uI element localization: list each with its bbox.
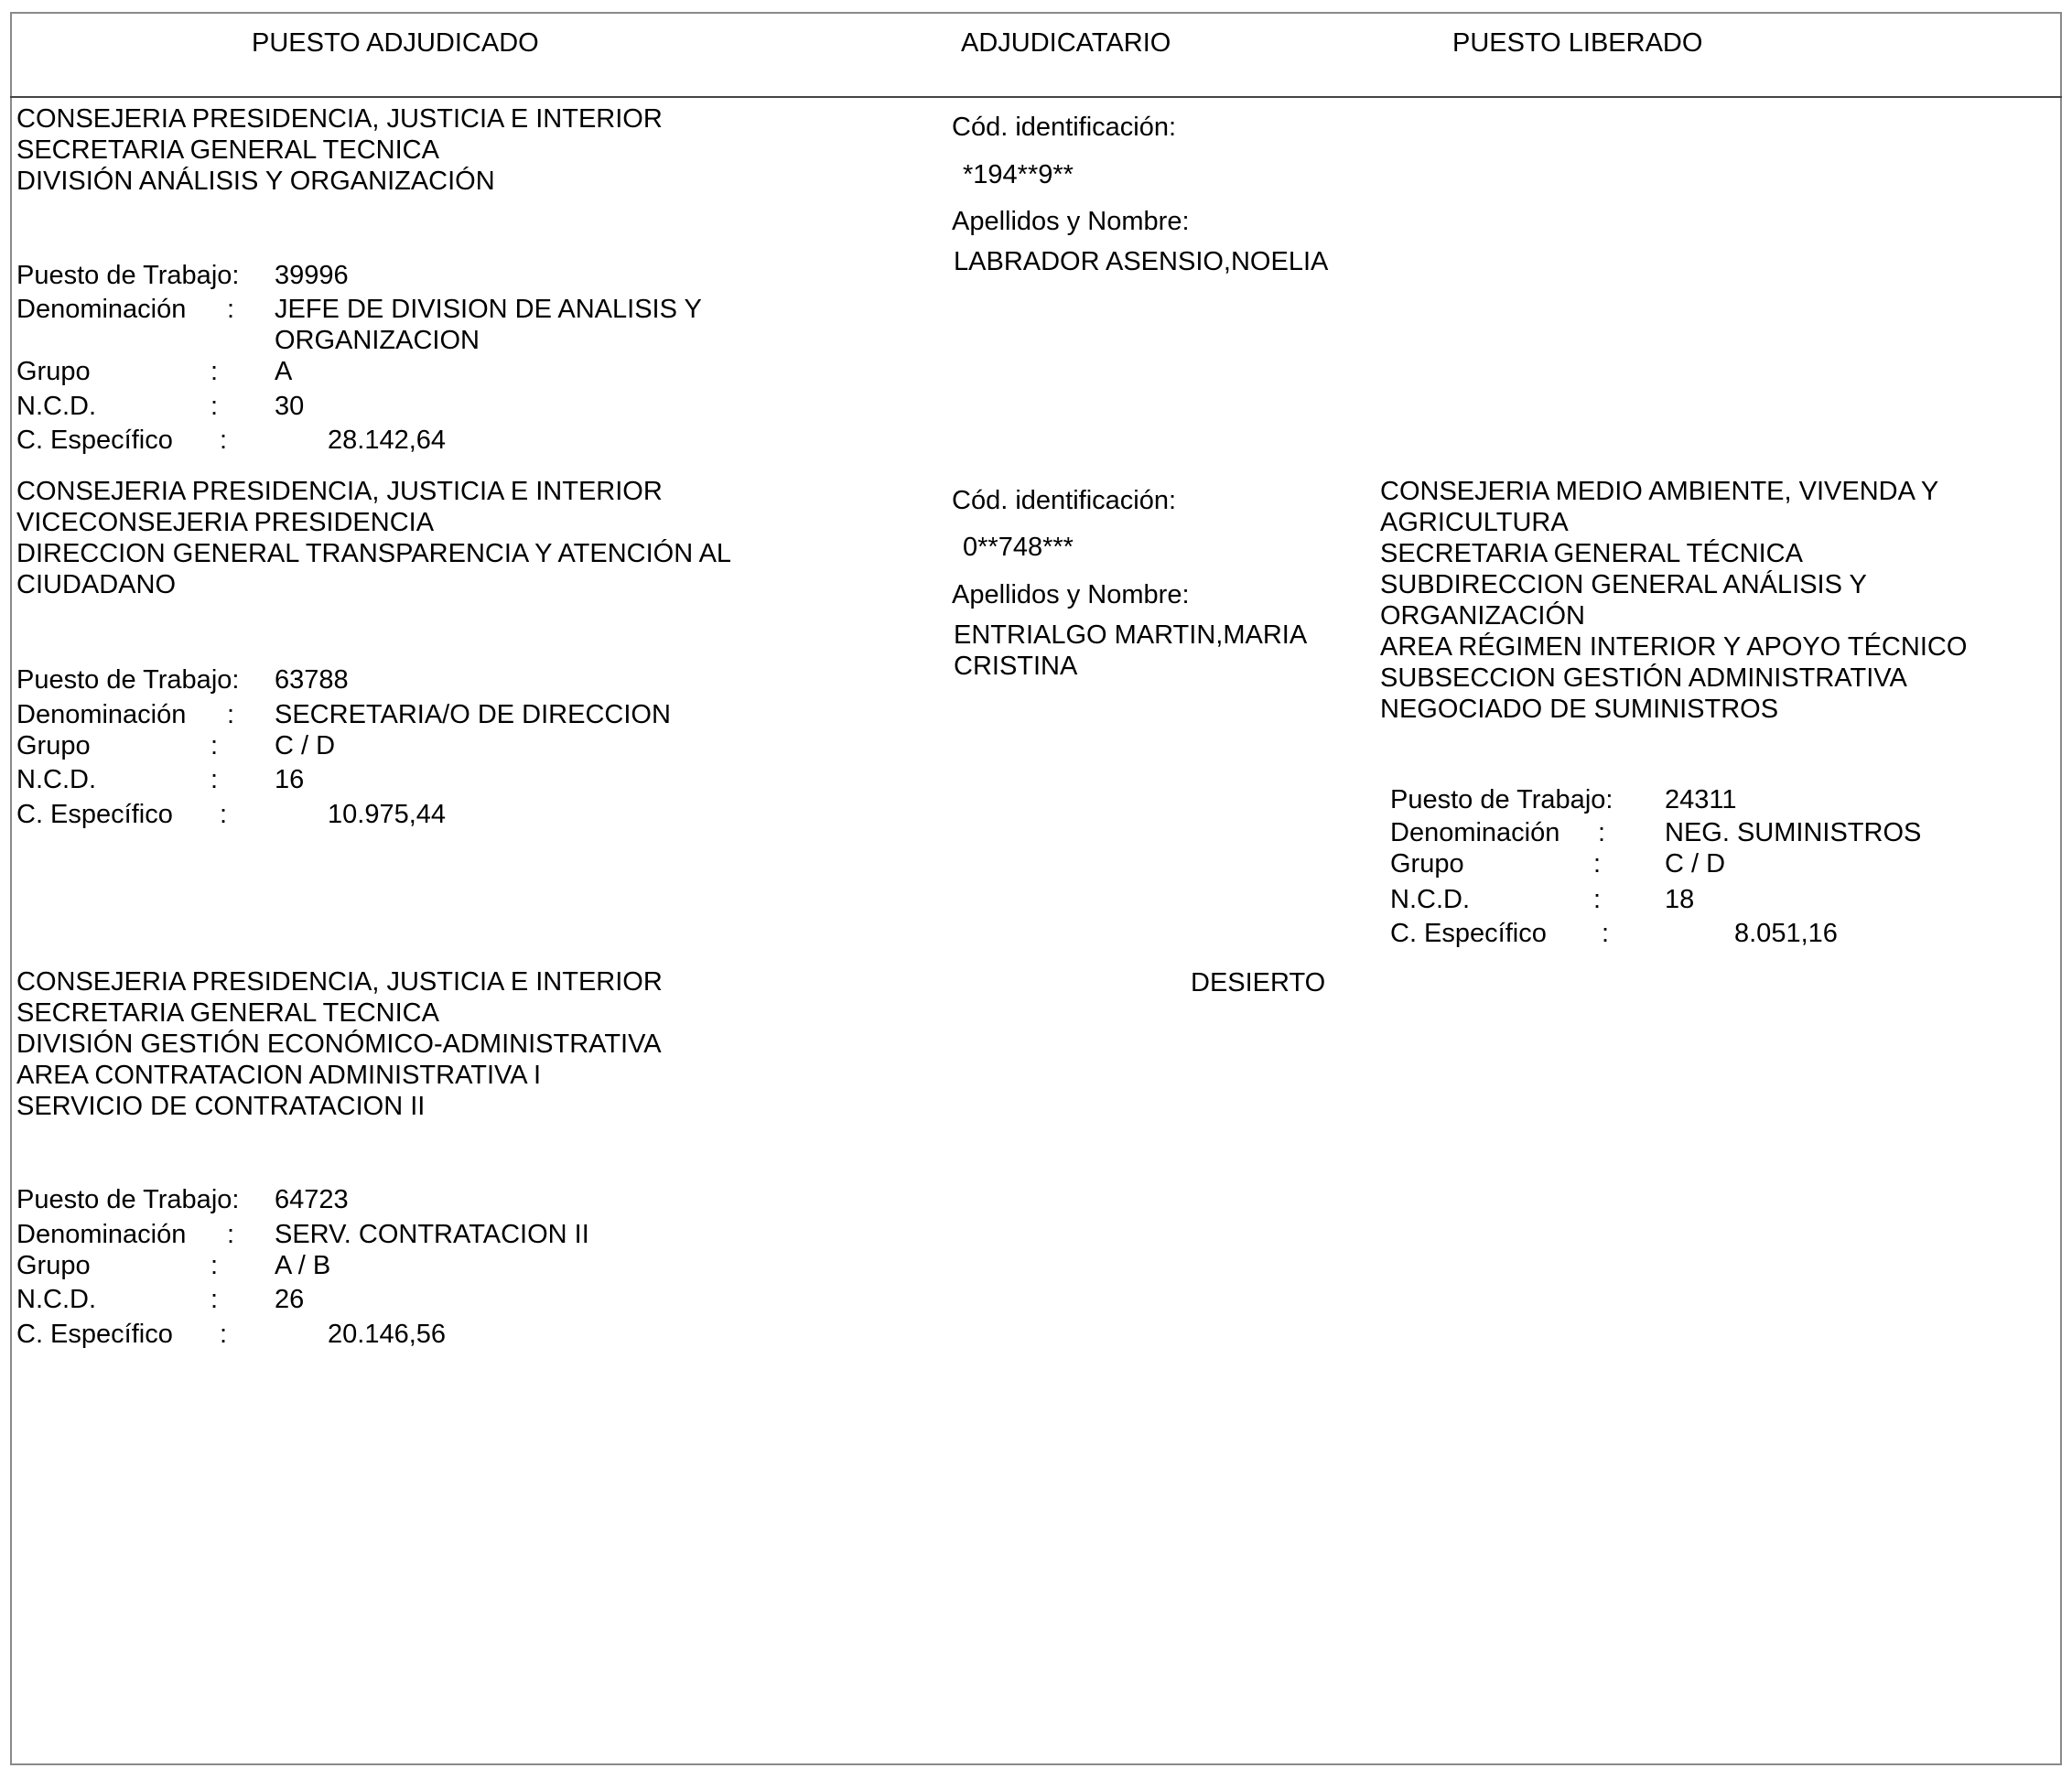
c-especifico-value: 28.142,64 [328, 426, 447, 455]
grupo-label: Grupo [1390, 849, 1464, 879]
row3-adjudicado-org [16, 966, 663, 1122]
row1-adjudicado-org [16, 103, 663, 197]
row3-status-desierto: DESIERTO [1191, 968, 1326, 997]
denominacion-label: Denominación [1390, 818, 1560, 847]
c-especifico-label: C. Específico [16, 800, 173, 829]
colon: : [1598, 818, 1606, 847]
denominacion-label: Denominación [16, 1220, 187, 1249]
org-line: AGRICULTURA [1380, 508, 1569, 537]
ncd-value: 16 [275, 765, 305, 794]
puesto-trabajo-label: Puesto de Trabajo: [1390, 785, 1613, 814]
denominacion-label: Denominación [16, 700, 187, 729]
row2-nombre [954, 620, 1307, 682]
org-line: CONSEJERIA PRESIDENCIA, JUSTICIA E INTERIOR [16, 104, 663, 134]
org-line: CONSEJERIA MEDIO AMBIENTE, VIVENDA Y [1380, 477, 1939, 506]
ncd-value: 18 [1665, 885, 1695, 914]
ncd-label: N.C.D. [16, 765, 96, 794]
c-especifico-label: C. Específico [16, 1320, 173, 1349]
org-line: SUBDIRECCION GENERAL ANÁLISIS Y [1380, 570, 1867, 599]
colon: : [210, 1285, 219, 1314]
ncd-label: N.C.D. [16, 1285, 96, 1314]
org-line: CONSEJERIA PRESIDENCIA, JUSTICIA E INTERIOR [16, 477, 663, 506]
row2-adjudicado-details [16, 664, 749, 833]
puesto-trabajo-value: 63788 [275, 665, 349, 695]
org-line: SECRETARIA GENERAL TÉCNICA [1380, 539, 1803, 568]
org-line: SUBSECCION GESTIÓN ADMINISTRATIVA [1380, 663, 1907, 693]
colon: : [227, 700, 235, 729]
colon: : [1602, 919, 1610, 948]
org-line: SERVICIO DE CONTRATACION II [16, 1092, 426, 1121]
org-line: SECRETARIA GENERAL TECNICA [16, 998, 439, 1028]
colon: : [1593, 849, 1602, 879]
row1-apellidos-label: Apellidos y Nombre: [952, 207, 1190, 236]
row3-adjudicado-details [16, 1184, 749, 1353]
grupo-value: C / D [275, 731, 336, 760]
puesto-trabajo-value: 64723 [275, 1185, 349, 1214]
header-divider [10, 96, 2062, 98]
row2-apellidos-label: Apellidos y Nombre: [952, 580, 1190, 609]
row1-adjudicado-details [16, 260, 749, 458]
nombre-line: CRISTINA [954, 652, 1078, 681]
nombre-line: ENTRIALGO MARTIN,MARIA [954, 620, 1308, 650]
org-line: DIVISIÓN ANÁLISIS Y ORGANIZACIÓN [16, 167, 495, 196]
colon: : [210, 765, 219, 794]
header-puesto-adjudicado: PUESTO ADJUDICADO [252, 28, 539, 58]
puesto-trabajo-label: Puesto de Trabajo: [16, 1185, 240, 1214]
header-puesto-liberado: PUESTO LIBERADO [1452, 28, 1703, 58]
row2-cod-label: Cód. identificación: [952, 486, 1177, 515]
org-line: CONSEJERIA PRESIDENCIA, JUSTICIA E INTERIOR [16, 967, 663, 997]
denominacion-value-cont: ORGANIZACION [275, 326, 480, 355]
colon: : [220, 426, 228, 455]
colon: : [210, 357, 219, 386]
colon: : [227, 1220, 235, 1249]
colon: : [210, 392, 219, 421]
org-line: DIVISIÓN GESTIÓN ECONÓMICO-ADMINISTRATIVA [16, 1030, 662, 1059]
grupo-label: Grupo [16, 357, 91, 386]
puesto-trabajo-label: Puesto de Trabajo: [16, 665, 240, 695]
ncd-value: 30 [275, 392, 305, 421]
colon: : [227, 295, 235, 324]
header-adjudicatario: ADJUDICATARIO [961, 28, 1171, 58]
org-line: VICECONSEJERIA PRESIDENCIA [16, 508, 435, 537]
colon: : [220, 1320, 228, 1349]
ncd-label: N.C.D. [1390, 885, 1470, 914]
c-especifico-value: 8.051,16 [1734, 919, 1838, 948]
org-line: SECRETARIA GENERAL TECNICA [16, 135, 439, 165]
org-line: DIRECCION GENERAL TRANSPARENCIA Y ATENCIÓN AL [16, 539, 732, 568]
colon: : [210, 731, 219, 760]
denominacion-label: Denominación [16, 295, 187, 324]
row1-cod-value: *194**9** [963, 160, 1074, 189]
row2-cod-value: 0**748*** [963, 533, 1074, 562]
denominacion-value: SERV. CONTRATACION II [275, 1220, 589, 1249]
puesto-trabajo-value: 39996 [275, 261, 349, 290]
colon: : [1593, 885, 1602, 914]
row2-liberado-org [1380, 476, 1967, 725]
row1-cod-label: Cód. identificación: [952, 113, 1177, 142]
c-especifico-label: C. Específico [1390, 919, 1547, 948]
grupo-value: C / D [1665, 849, 1726, 879]
c-especifico-value: 20.146,56 [328, 1320, 447, 1349]
denominacion-value: NEG. SUMINISTROS [1665, 818, 1922, 847]
grupo-label: Grupo [16, 731, 91, 760]
org-line: ORGANIZACIÓN [1380, 601, 1585, 631]
row1-nombre: LABRADOR ASENSIO,NOELIA [954, 247, 1329, 276]
grupo-value: A / B [275, 1251, 331, 1280]
ncd-label: N.C.D. [16, 392, 96, 421]
denominacion-value: JEFE DE DIVISION DE ANALISIS Y [275, 295, 702, 324]
c-especifico-label: C. Específico [16, 426, 173, 455]
colon: : [210, 1251, 219, 1280]
denominacion-value: SECRETARIA/O DE DIRECCION [275, 700, 671, 729]
row2-liberado-details [1390, 784, 2031, 952]
ncd-value: 26 [275, 1285, 305, 1314]
org-line: AREA RÉGIMEN INTERIOR Y APOYO TÉCNICO [1380, 632, 1968, 662]
puesto-trabajo-label: Puesto de Trabajo: [16, 261, 240, 290]
org-line: NEGOCIADO DE SUMINISTROS [1380, 695, 1779, 724]
grupo-label: Grupo [16, 1251, 91, 1280]
row2-adjudicado-org [16, 476, 731, 600]
grupo-value: A [275, 357, 293, 386]
org-line: CIUDADANO [16, 570, 177, 599]
c-especifico-value: 10.975,44 [328, 800, 447, 829]
org-line: AREA CONTRATACION ADMINISTRATIVA I [16, 1061, 542, 1090]
puesto-trabajo-value: 24311 [1665, 785, 1737, 814]
colon: : [220, 800, 228, 829]
